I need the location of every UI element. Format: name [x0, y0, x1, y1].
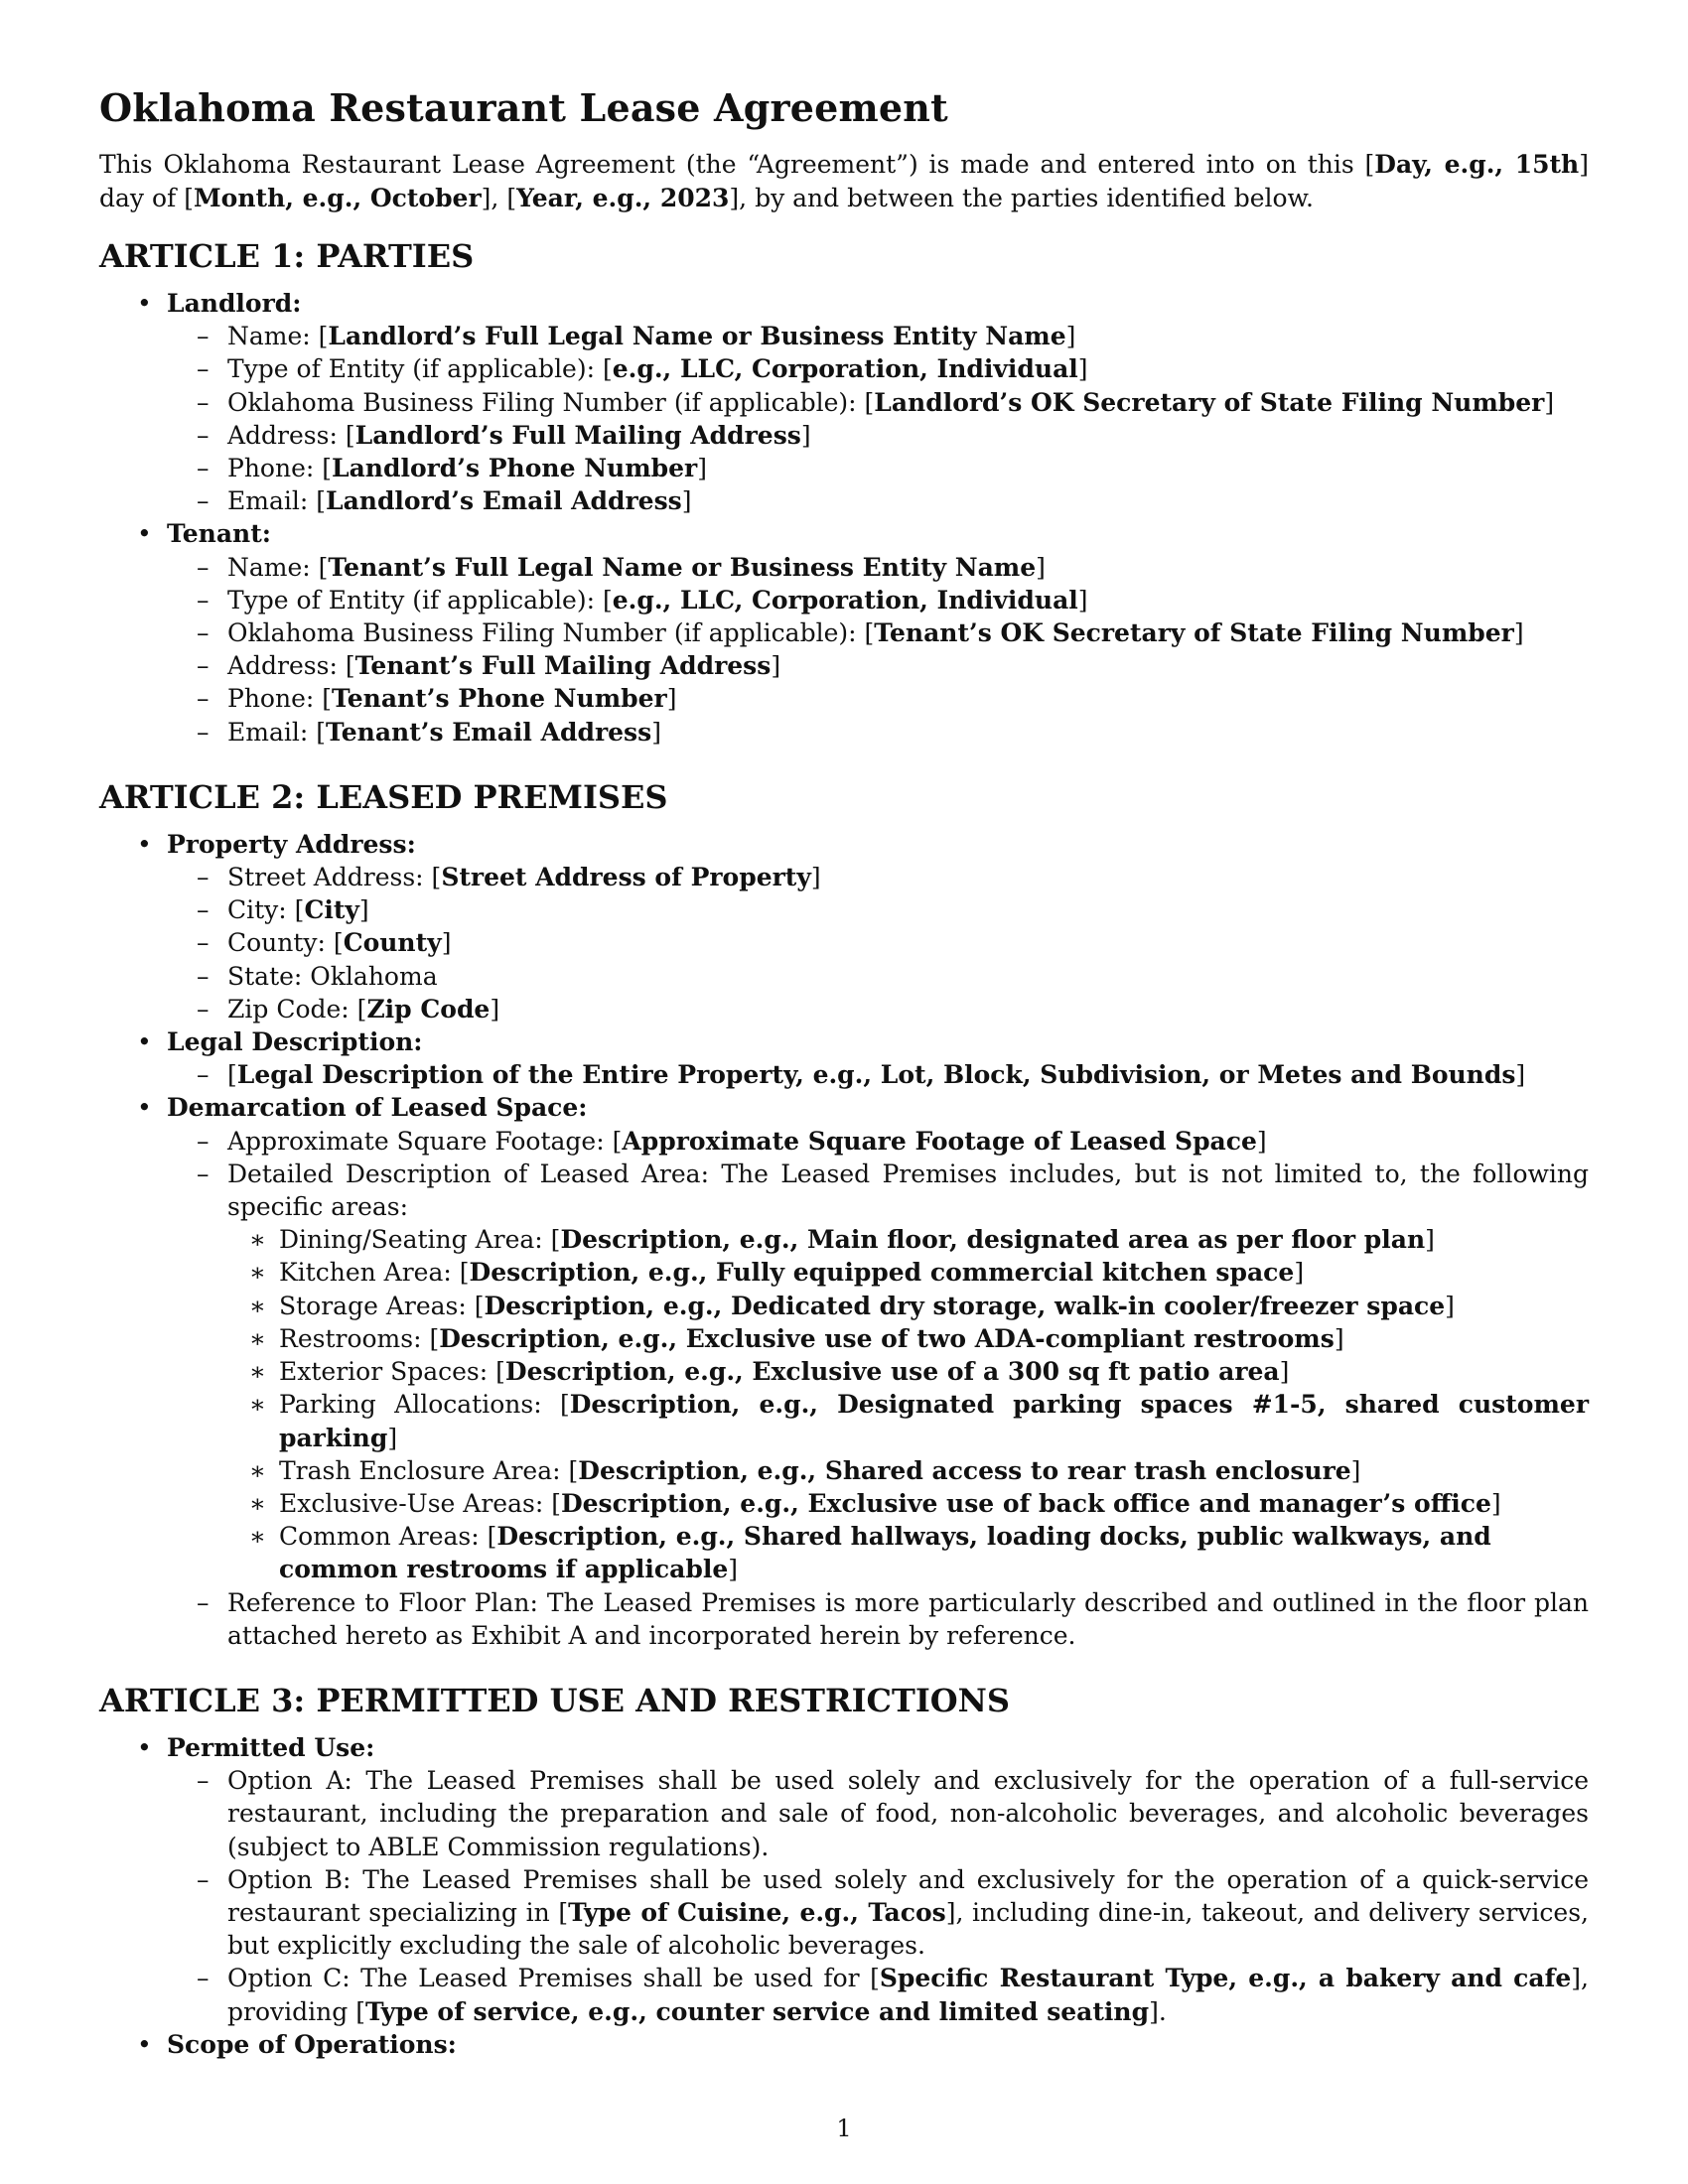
article-2-list [99, 828, 1589, 1652]
list-item: – Option A: The Leased Premises shall be used solely and exclusively for the operation of a full-service restaurant, including the preparation and sale of food, non-alcoholic beverages, and alcoholic beverages (subject to ABLE Commission regulations). [167, 1764, 1589, 1863]
page-number: 1 [836, 2115, 852, 2142]
list-item: – State: Oklahoma [167, 960, 1589, 993]
list-item: – Option C: The Leased Premises shall be used for [Specific Restaurant Type, e.g., a bakery and cafe], providing [Type of service, e.g., counter service and limited seating]. [167, 1962, 1589, 2027]
list-item: – [Legal Description of the Entire Property, e.g., Lot, Block, Subdivision, or Metes and Bounds] [167, 1058, 1589, 1091]
list-item: – Detailed Description of Leased Area: The Leased Premises includes, but is not limited to, the following specific areas: ∗ Dining/Seating Area: [Description, e.g., Main floor, designated area as per floor plan] ∗ Kitchen Area: [Description, e.g., Fully equipped commercial kitchen space] ∗ Storage Areas: [Description, e.g., Dedicated dry storage, walk-in cooler/freezer space] ∗ Restrooms: [Description, e.g., Exclusive use of two ADA-compliant restrooms] ∗ Exterior Spaces: [Description, e.g., Exclusive use of a 300 sq ft patio area] ∗ Parking Allocations: [Description, e.g., Designated parking spaces #1-5, shared customer parking] ∗ Trash Enclosure Area: [Description, e.g., Shared access to rear trash enclosure] ∗ Exclusive-Use Areas: [Description, e.g., Exclusive use of back office and manager’s office] ∗ Common Areas: [Description, e.g., Shared hallways, loading docks, public walkways, and common restrooms if applicable] [167, 1158, 1589, 1586]
intro-paragraph: This Oklahoma Restaurant Lease Agreement (the “Agreement”) is made and entered into on this [Day, e.g., 15th] day of [Month, e.g., October], [Year, e.g., 2023], by and between the parties identified below. [99, 150, 1589, 212]
document-title: Oklahoma Restaurant Lease Agreement [99, 85, 948, 130]
property-address-section: • Property Address: – Street Address: [Street Address of Property] – City: [City] – County: [County] – State: Oklahoma – Zip Code: [Zip Code] [99, 828, 1589, 1025]
list-item: – Email: [Landlord’s Email Address] [167, 484, 1589, 517]
scope-of-operations-section: • Scope of Operations: [99, 2028, 1589, 2061]
permitted-use-section: • Permitted Use: – Option A: The Leased Premises shall be used solely and exclusively for the operation of a full-service restaurant, including the preparation and sale of food, non-alcoholic beverages, and alcoholic beverages (subject to ABLE Commission regulations). – Option B: The Leased Premises shall be used solely and exclusively for the operation of a quick-service restaurant specializing in [Type of Cuisine, e.g., Tacos], including dine-in, takeout, and delivery services, but explicitly excluding the sale of alcoholic beverages. – Option C: The Leased Premises shall be used for [Specific Restaurant Type, e.g., a bakery and cafe], providing [Type of service, e.g., counter service and limited seating]. [99, 1731, 1589, 2028]
list-item: – Street Address: [Street Address of Property] [167, 861, 1589, 893]
demarcation-section: • Demarcation of Leased Space: – Approximate Square Footage: [Approximate Square Footage of Leased Space] – Detailed Description of Leased Area: The Leased Premises includes, but is not limited to, the following specific areas: ∗ Dining/Seating Area: [Description, e.g., Main floor, designated area as per floor plan] ∗ Kitchen Area: [Description, e.g., Fully equipped commercial kitchen space] ∗ Storage Areas: [Description, e.g., Dedicated dry storage, walk-in cooler/freezer space] ∗ Restrooms: [Description, e.g., Exclusive use of two ADA-compliant restrooms] ∗ Exterior Spaces: [Description, e.g., Exclusive use of a 300 sq ft patio area] ∗ Parking Allocations: [Description, e.g., Designated parking spaces #1-5, shared customer parking] ∗ Trash Enclosure Area: [Description, e.g., Shared access to rear trash enclosure] ∗ Exclusive-Use Areas: [Description, e.g., Exclusive use of back office and manager’s office] ∗ Common Areas: [Description, e.g., Shared hallways, loading docks, public walkways, and common restrooms if applicable] – Reference to Floor Plan: The Leased Premises is more particularly described and outlined in the floor plan attached hereto as Exhibit A and incorporated herein by reference. [99, 1091, 1589, 1651]
list-item: – Address: [Landlord’s Full Mailing Address] [167, 419, 1589, 452]
list-item: – Approximate Square Footage: [Approximate Square Footage of Leased Space] [167, 1125, 1589, 1158]
article-3-list [99, 1731, 1589, 2061]
list-item: ∗ Restrooms: [Description, e.g., Exclusive use of two ADA-compliant restrooms] [227, 1322, 1589, 1355]
list-item: – Zip Code: [Zip Code] [167, 993, 1589, 1025]
list-item: – Option B: The Leased Premises shall be used solely and exclusively for the operation of a quick-service restaurant specializing in [Type of Cuisine, e.g., Tacos], including dine-in, takeout, and delivery services, but explicitly excluding the sale of alcoholic beverages. [167, 1863, 1589, 1963]
list-item: ∗ Kitchen Area: [Description, e.g., Fully equipped commercial kitchen space] [227, 1256, 1589, 1289]
list-item: ∗ Common Areas: [Description, e.g., Shared hallways, loading docks, public walkways, and common restrooms if applicable] [227, 1520, 1589, 1585]
list-item: ∗ Dining/Seating Area: [Description, e.g., Main floor, designated area as per floor plan] [227, 1223, 1589, 1256]
list-item: – Oklahoma Business Filing Number (if applicable): [Tenant’s OK Secretary of State Filing Number] [167, 616, 1589, 649]
article-2-heading: ARTICLE 2: LEASED PREMISES [99, 777, 668, 816]
list-item: – Phone: [Landlord’s Phone Number] [167, 452, 1589, 484]
article-1-list [99, 287, 1589, 749]
list-item: – Oklahoma Business Filing Number (if applicable): [Landlord’s OK Secretary of State Filing Number] [167, 386, 1589, 419]
list-item: – Type of Entity (if applicable): [e.g., LLC, Corporation, Individual] [167, 584, 1589, 616]
list-item: – Address: [Tenant’s Full Mailing Address] [167, 649, 1589, 682]
list-item: – Reference to Floor Plan: The Leased Premises is more particularly described and outlined in the floor plan attached hereto as Exhibit A and incorporated herein by reference. [167, 1586, 1589, 1652]
list-item: ∗ Parking Allocations: [Description, e.g., Designated parking spaces #1-5, shared customer parking] [227, 1388, 1589, 1453]
month-placeholder: Month, e.g., October [194, 184, 482, 212]
article-1-heading: ARTICLE 1: PARTIES [99, 237, 475, 275]
list-item: – Name: [Landlord’s Full Legal Name or Business Entity Name] [167, 320, 1589, 352]
year-placeholder: Year, e.g., 2023 [516, 184, 730, 212]
legal-description-section: • Legal Description: – [Legal Description of the Entire Property, e.g., Lot, Block, Subdivision, or Metes and Bounds] [99, 1025, 1589, 1091]
list-item: ∗ Exterior Spaces: [Description, e.g., Exclusive use of a 300 sq ft patio area] [227, 1355, 1589, 1388]
list-item: – Name: [Tenant’s Full Legal Name or Business Entity Name] [167, 551, 1589, 584]
landlord-section: • Landlord: – Name: [Landlord’s Full Legal Name or Business Entity Name] – Type of Entity (if applicable): [e.g., LLC, Corporation, Individual] – Oklahoma Business Filing Number (if applicable): [Landlord’s OK Secretary of State Filing Number] – Address: [Landlord’s Full Mailing Address] – Phone: [Landlord’s Phone Number] – Email: [Landlord’s Email Address] [99, 287, 1589, 517]
list-item: – Phone: [Tenant’s Phone Number] [167, 682, 1589, 715]
article-3-heading: ARTICLE 3: PERMITTED USE AND RESTRICTIONS [99, 1681, 1011, 1719]
list-item: ∗ Trash Enclosure Area: [Description, e.g., Shared access to rear trash enclosure] [227, 1454, 1589, 1487]
list-item: – City: [City] [167, 893, 1589, 926]
list-item: – County: [County] [167, 926, 1589, 959]
list-item: ∗ Storage Areas: [Description, e.g., Dedicated dry storage, walk-in cooler/freezer space] [227, 1290, 1589, 1322]
list-item: – Email: [Tenant’s Email Address] [167, 716, 1589, 749]
day-placeholder: Day, e.g., 15th [1374, 150, 1580, 179]
tenant-section: • Tenant: – Name: [Tenant’s Full Legal Name or Business Entity Name] – Type of Entity (if applicable): [e.g., LLC, Corporation, Individual] – Oklahoma Business Filing Number (if applicable): [Tenant’s OK Secretary of State Filing Number] – Address: [Tenant’s Full Mailing Address] – Phone: [Tenant’s Phone Number] – Email: [Tenant’s Email Address] [99, 517, 1589, 748]
list-item: ∗ Exclusive-Use Areas: [Description, e.g., Exclusive use of back office and manager’s office] [227, 1487, 1589, 1520]
list-item: – Type of Entity (if applicable): [e.g., LLC, Corporation, Individual] [167, 352, 1589, 385]
